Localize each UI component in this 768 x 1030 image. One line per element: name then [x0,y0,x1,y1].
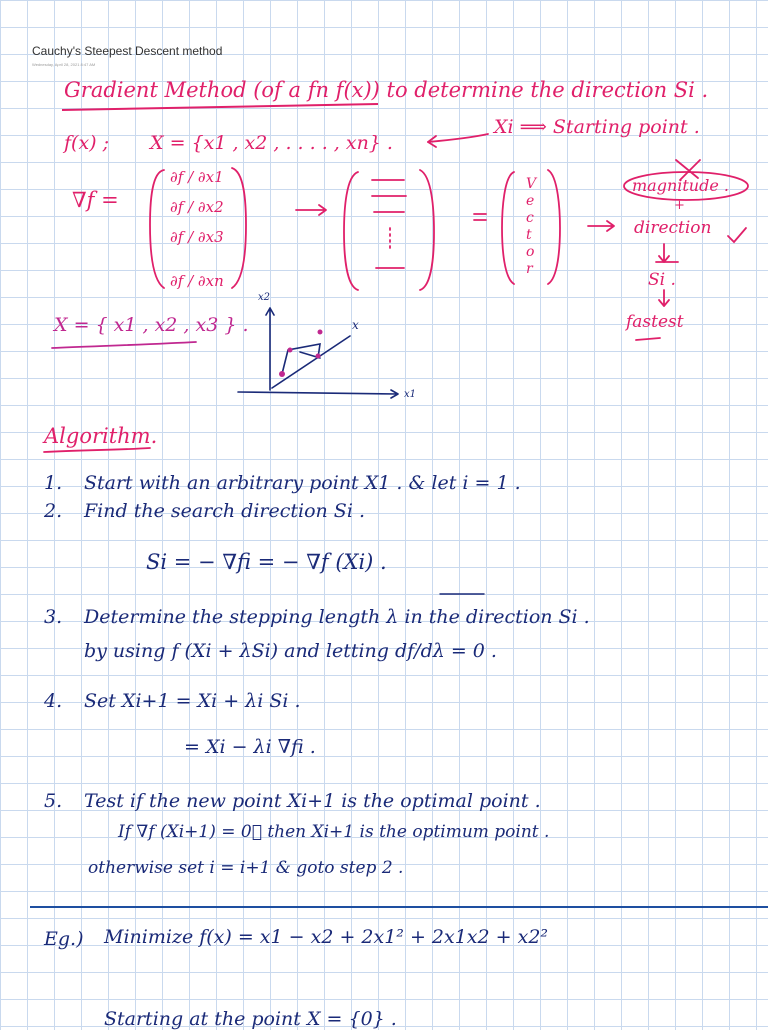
fastest-label: fastest [626,312,684,332]
example-text: Minimize f(x) = x1 − x2 + 2x1² + 2x1x2 + x2² [104,926,549,948]
plot-diag-label: x [352,318,359,332]
step-2-text: Find the search direction Si . [84,500,365,522]
gradient-heading: Gradient Method (of a fn f(x)) to determine the direction Si . [64,78,709,102]
page-title: Cauchy's Steepest Descent method [32,44,223,58]
page-timestamp: Wednesday, April 28, 2021 8:47 AM [32,62,96,67]
section-divider [30,906,768,908]
vector-letter-t: t [526,227,532,243]
step-3-cont: by using f (Xi + λSi) and letting df/dλ = 0 . [84,640,497,662]
step-3-num: 3. [44,606,63,628]
plot-y-label: x2 [258,292,271,303]
step-4-text: Set Xi+1 = Xi + λi Si . [84,690,301,712]
xi-starting-point: Xi ⟹ Starting point . [494,116,700,138]
vector-letter-r: r [526,261,533,277]
vector-letter-v: V [526,176,537,192]
x-example: X = { x1 , x2 , x3 } . [54,314,249,336]
step-2-num: 2. [44,500,63,522]
step-4-num: 4. [44,690,63,712]
step-1-text: Start with an arbitrary point X1 . & let i = 1 . [84,472,521,494]
plus-sign: + [674,198,685,213]
step-1-num: 1. [44,472,63,494]
step-4-cont: = Xi − λi ∇fi . [184,736,316,758]
partial-x1: ∂f / ∂x1 [170,168,224,186]
step-5-text: Test if the new point Xi+1 is the optimal point . [84,790,541,812]
magnitude-label: magnitude . [632,176,729,195]
vector-letter-o: o [526,244,535,260]
plot-x-label: x1 [404,389,417,400]
step-5-num: 5. [44,790,63,812]
vector-letter-e: e [526,193,535,209]
x-set: X = {x1 , x2 , . . . . , xn} . [150,132,393,154]
step-5-check: If ∇f (Xi+1) = 0⃗ then Xi+1 is the optimum point . [118,822,550,842]
partial-x3: ∂f / ∂x3 [170,228,224,246]
direction-label: direction [634,218,712,238]
si-label: Si . [648,270,676,290]
step-5-otherwise: otherwise set i = i+1 & goto step 2 . [88,858,404,878]
grad-f-label: ∇f = [72,188,119,212]
partial-x2: ∂f / ∂x2 [170,198,224,216]
step-3-text: Determine the stepping length λ in the direction Si . [84,606,590,628]
example-cutoff: Starting at the point X = {0} . [104,1008,397,1030]
vector-letter-c: c [526,210,534,226]
step-2-formula: Si = − ∇fi = − ∇f (Xi) . [146,550,387,574]
algorithm-heading: Algorithm. [44,424,158,448]
partial-xn: ∂f / ∂xn [170,272,224,290]
fx-definition: f(x) ; [64,132,110,154]
example-label: Eg.) [44,928,84,950]
